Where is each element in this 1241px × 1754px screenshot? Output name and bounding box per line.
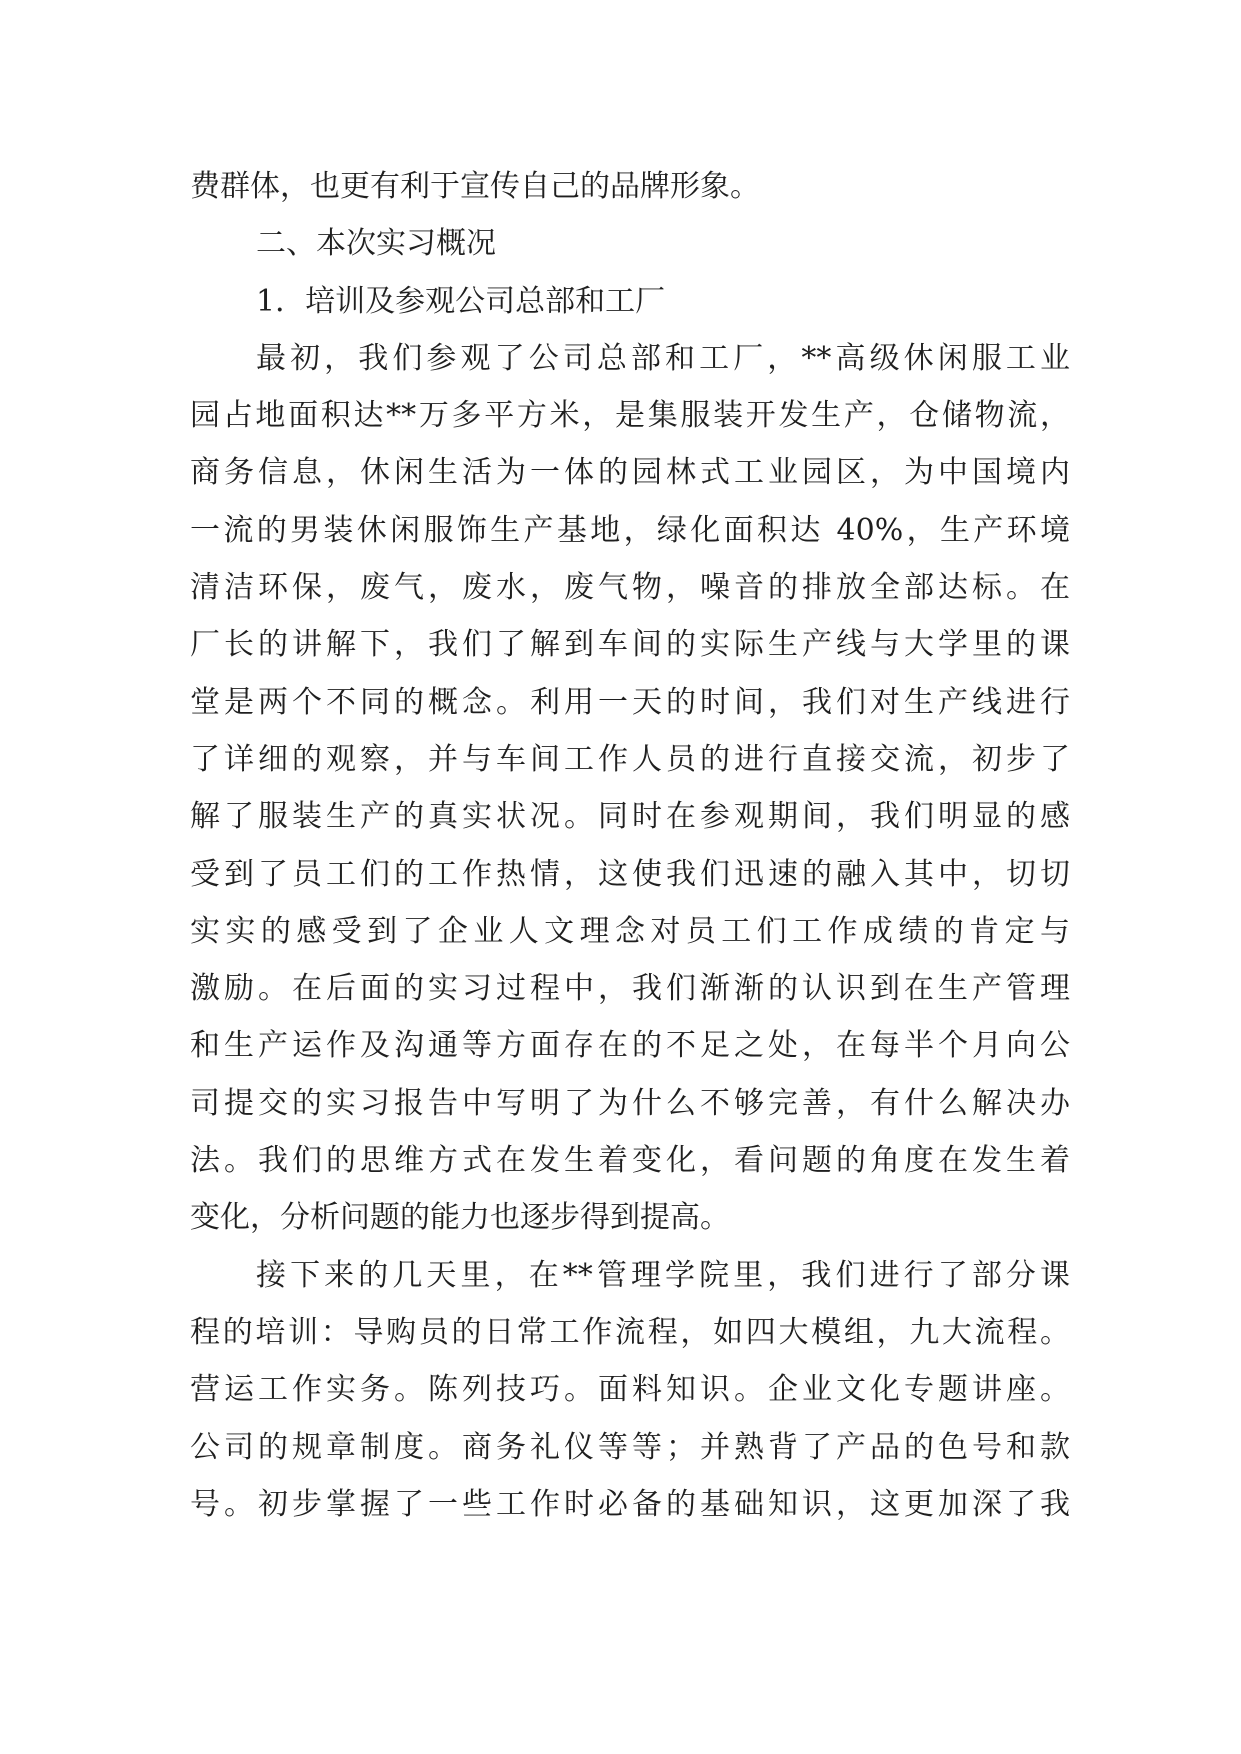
text-line: 一流的男装休闲服饰生产基地，绿化面积达 40%，生产环境 xyxy=(190,512,1070,548)
text-line: 变化，分析问题的能力也逐步得到提高。 xyxy=(190,1200,730,1236)
section-heading: 二、本次实习概况 xyxy=(256,226,496,262)
text-line: 程的培训：导购员的日常工作流程，如四大模组，九大流程。 xyxy=(190,1314,1070,1350)
body-text xyxy=(190,158,1070,1533)
text-line: 和生产运作及沟通等方面存在的不足之处，在每半个月向公 xyxy=(190,1028,1070,1064)
text-line: 了详细的观察，并与车间工作人员的进行直接交流，初步了 xyxy=(190,741,1070,777)
text-line: 商务信息，休闲生活为一体的园林式工业园区，为中国境内 xyxy=(190,455,1070,491)
text-line: 接下来的几天里，在**管理学院里，我们进行了部分课 xyxy=(256,1257,1070,1293)
text-line: 法。我们的思维方式在发生着变化，看问题的角度在发生着 xyxy=(190,1143,1070,1179)
text-line: 解了服装生产的真实状况。同时在参观期间，我们明显的感 xyxy=(190,799,1070,835)
text-line: 激励。在后面的实习过程中，我们渐渐的认识到在生产管理 xyxy=(190,971,1070,1007)
text-line: 费群体，也更有利于宣传自己的品牌形象。 xyxy=(190,169,760,204)
text-line: 营运工作实务。陈列技巧。面料知识。企业文化专题讲座。 xyxy=(190,1372,1070,1408)
text-line: 号。初步掌握了一些工作时必备的基础知识，这更加深了我 xyxy=(190,1486,1070,1522)
text-line: 公司的规章制度。商务礼仪等等；并熟背了产品的色号和款 xyxy=(190,1429,1070,1465)
text-line: 实实的感受到了企业人文理念对员工们工作成绩的肯定与 xyxy=(190,913,1070,949)
text-line: 受到了员工们的工作热情，这使我们迅速的融入其中，切切 xyxy=(190,856,1070,892)
text-line: 司提交的实习报告中写明了为什么不够完善，有什么解决办 xyxy=(190,1085,1070,1121)
text-line: 最初，我们参观了公司总部和工厂，**高级休闲服工业 xyxy=(256,340,1070,376)
text-line: 清洁环保，废气，废水，废气物，噪音的排放全部达标。在 xyxy=(190,570,1070,606)
subsection-heading: 1．培训及参观公司总部和工厂 xyxy=(256,283,666,319)
text-line: 厂长的讲解下，我们了解到车间的实际生产线与大学里的课 xyxy=(190,627,1070,663)
text-line: 园占地面积达**万多平方米，是集服装开发生产，仓储物流， xyxy=(190,398,1070,434)
text-line: 堂是两个不同的概念。利用一天的时间，我们对生产线进行 xyxy=(190,684,1070,720)
